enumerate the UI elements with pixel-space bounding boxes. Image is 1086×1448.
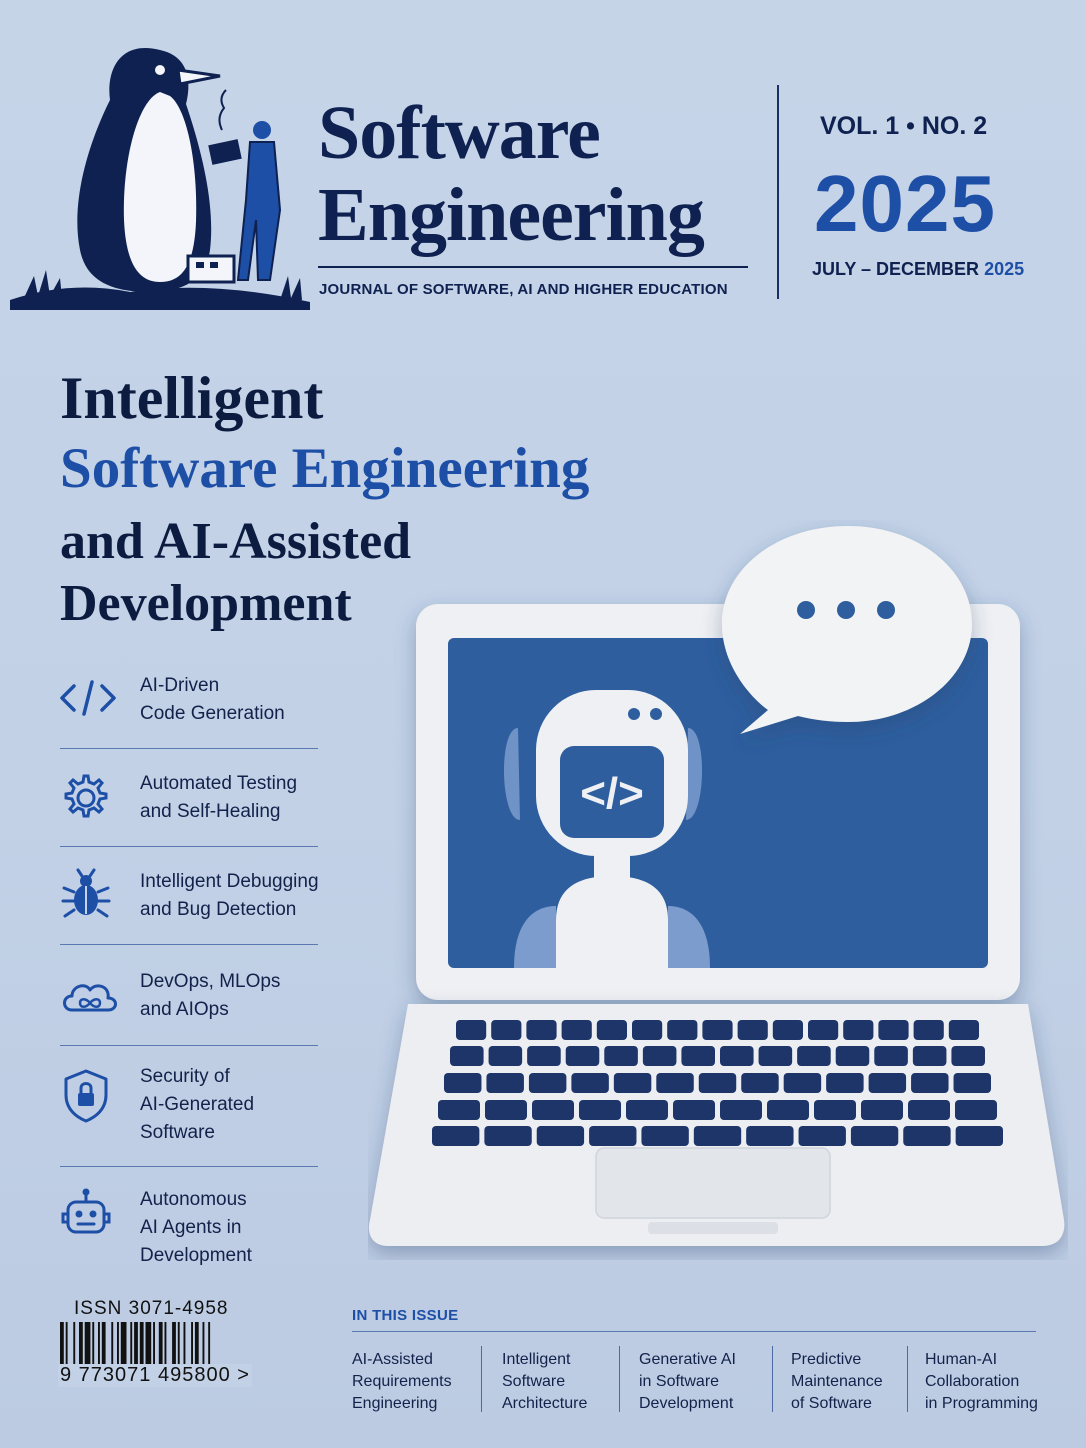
keyboard-key [874, 1046, 908, 1066]
keyboard-key [861, 1100, 903, 1120]
keyboard-key [571, 1073, 608, 1093]
topic-line: Software [140, 1122, 215, 1143]
topic-line: Intelligent Debugging [140, 871, 319, 892]
keyboard [432, 1020, 1003, 1146]
keyboard-key [913, 1046, 947, 1066]
topic-text [140, 770, 297, 826]
keyboard-key [643, 1046, 677, 1066]
topic-line: Autonomous [140, 1189, 247, 1210]
keyboard-key [702, 1020, 732, 1040]
topic-item-devops [60, 968, 320, 1028]
topic-line: and Bug Detection [140, 899, 297, 920]
article-line: Intelligent [502, 1351, 571, 1368]
keyboard-key [767, 1100, 809, 1120]
keyboard-key [529, 1073, 566, 1093]
article-line: Engineering [352, 1395, 438, 1412]
masthead-divider [777, 85, 779, 299]
topic-item-security [60, 1063, 320, 1151]
keyboard-key [799, 1126, 846, 1146]
article-item [502, 1349, 587, 1415]
masthead-rule [318, 266, 748, 268]
keyboard-key [566, 1046, 600, 1066]
touchpad [596, 1148, 830, 1218]
keyboard-key [626, 1100, 668, 1120]
article-line: in Software [639, 1373, 720, 1390]
topic-line: Code Generation [140, 703, 285, 724]
article-line: Generative AI [639, 1351, 736, 1368]
keyboard-key [911, 1073, 948, 1093]
issue-period-months: JULY – DECEMBER [812, 259, 985, 279]
keyboard-key [814, 1100, 856, 1120]
article-line: in Programming [925, 1395, 1038, 1412]
keyboard-key [491, 1020, 521, 1040]
keyboard-key [826, 1073, 863, 1093]
keyboard-key [681, 1046, 715, 1066]
article-divider [481, 1346, 482, 1412]
journal-title-line1: Software [318, 91, 600, 175]
barcode-number: 9 773071 495800 > [60, 1364, 250, 1386]
headline-line2: Software Engineering [60, 437, 590, 500]
article-divider [619, 1346, 620, 1412]
topic-text [140, 1186, 252, 1270]
topic-item-automated-testing [60, 770, 320, 830]
keyboard-key [667, 1020, 697, 1040]
keyboard-key [614, 1073, 651, 1093]
keyboard-key [851, 1126, 898, 1146]
screen-code-label: </> [580, 769, 644, 818]
keyboard-key [579, 1100, 621, 1120]
issue-period [812, 259, 1024, 280]
keyboard-key [914, 1020, 944, 1040]
keyboard-key [956, 1126, 1003, 1146]
volume-number: VOL. 1 • NO. 2 [820, 112, 988, 140]
topic-text [140, 968, 280, 1024]
keyboard-key [773, 1020, 803, 1040]
keyboard-key [951, 1046, 985, 1066]
keyboard-key [741, 1073, 778, 1093]
topic-text [140, 868, 319, 924]
topic-divider [60, 1166, 318, 1167]
topic-text [140, 1063, 254, 1147]
topic-line: and Self-Healing [140, 801, 281, 822]
topic-line: AI-Driven [140, 675, 220, 696]
topic-text [140, 672, 285, 728]
keyboard-key [532, 1100, 574, 1120]
keyboard-key [432, 1126, 479, 1146]
topic-item-debugging [60, 868, 320, 928]
keyboard-key [656, 1073, 693, 1093]
keyboard-key [485, 1100, 527, 1120]
topic-divider [60, 748, 318, 749]
topic-line: AI-Generated [140, 1094, 255, 1115]
keyboard-key [673, 1100, 715, 1120]
topic-line: DevOps, MLOps [140, 971, 281, 992]
journal-subtitle: JOURNAL OF SOFTWARE, AI AND HIGHER EDUCATION [319, 281, 728, 298]
keyboard-key [720, 1046, 754, 1066]
topic-line: and AIOps [140, 999, 229, 1020]
keyboard-key [797, 1046, 831, 1066]
keyboard-key [836, 1046, 870, 1066]
article-item [352, 1349, 452, 1415]
keyboard-key [746, 1126, 793, 1146]
keyboard-key [843, 1020, 873, 1040]
topic-divider [60, 944, 318, 945]
keyboard-key [699, 1073, 736, 1093]
issn-number: ISSN 3071-4958 [74, 1298, 229, 1319]
article-item [925, 1349, 1038, 1415]
article-line: of Software [791, 1395, 872, 1412]
topic-line: Automated Testing [140, 773, 298, 794]
penguin-engineer-logo [10, 30, 310, 310]
keyboard-key [720, 1100, 762, 1120]
keyboard-key [527, 1046, 561, 1066]
keyboard-key [694, 1126, 741, 1146]
keyboard-key [484, 1126, 531, 1146]
bug-icon [60, 868, 118, 926]
in-this-issue-heading: IN THIS ISSUE [352, 1307, 459, 1324]
keyboard-key [589, 1126, 636, 1146]
keyboard-key [878, 1020, 908, 1040]
article-line: Software [502, 1373, 566, 1390]
headline-line3: and AI-Assisted [60, 513, 412, 570]
laptop-robot-illustration [368, 520, 1068, 1260]
keyboard-key [641, 1126, 688, 1146]
journal-title [318, 92, 704, 256]
keyboard-key [444, 1073, 481, 1093]
cloud-infinity-icon [60, 968, 118, 1026]
article-line: Requirements [352, 1373, 452, 1390]
keyboard-key [738, 1020, 768, 1040]
keyboard-key [604, 1046, 638, 1066]
keyboard-key [562, 1020, 592, 1040]
in-this-issue-rule [352, 1331, 1036, 1332]
article-item [639, 1349, 736, 1415]
topic-line: Development [140, 1245, 252, 1266]
journal-title-line2: Engineering [318, 173, 704, 257]
keyboard-key [597, 1020, 627, 1040]
topic-item-agents [60, 1186, 320, 1274]
keyboard-key [632, 1020, 662, 1040]
keyboard-key [808, 1020, 838, 1040]
keyboard-key [759, 1046, 793, 1066]
article-divider [907, 1346, 908, 1412]
article-line: Human-AI [925, 1351, 998, 1368]
gear-icon [60, 770, 118, 828]
keyboard-key [903, 1126, 950, 1146]
shield-lock-icon [60, 1067, 118, 1125]
headline-line1: Intelligent [60, 365, 324, 431]
article-line: Development [639, 1395, 734, 1412]
topic-line: AI Agents in [140, 1217, 242, 1238]
topic-divider [60, 1045, 318, 1046]
keyboard-key [537, 1126, 584, 1146]
keyboard-key [526, 1020, 556, 1040]
article-line: Maintenance [791, 1373, 883, 1390]
article-line: Predictive [791, 1351, 862, 1368]
article-line: Collaboration [925, 1373, 1020, 1390]
article-divider [772, 1346, 773, 1412]
keyboard-key [486, 1073, 523, 1093]
keyboard-key [949, 1020, 979, 1040]
keyboard-key [489, 1046, 523, 1066]
headline-line4: Development [60, 575, 352, 632]
article-line: AI-Assisted [352, 1351, 433, 1368]
article-line: Architecture [502, 1395, 588, 1412]
keyboard-key [955, 1100, 997, 1120]
issue-year: 2025 [814, 159, 996, 248]
keyboard-key [450, 1046, 484, 1066]
keyboard-key [869, 1073, 906, 1093]
robot-icon [60, 1186, 118, 1244]
keyboard-key [456, 1020, 486, 1040]
article-item [791, 1349, 883, 1415]
keyboard-key [908, 1100, 950, 1120]
keyboard-key [438, 1100, 480, 1120]
topic-line: Security of [140, 1066, 230, 1087]
issue-period-year: 2025 [984, 259, 1025, 279]
topic-divider [60, 846, 318, 847]
keyboard-key [784, 1073, 821, 1093]
code-icon [60, 672, 118, 730]
keyboard-key [954, 1073, 991, 1093]
topic-item-code-generation [60, 672, 320, 732]
